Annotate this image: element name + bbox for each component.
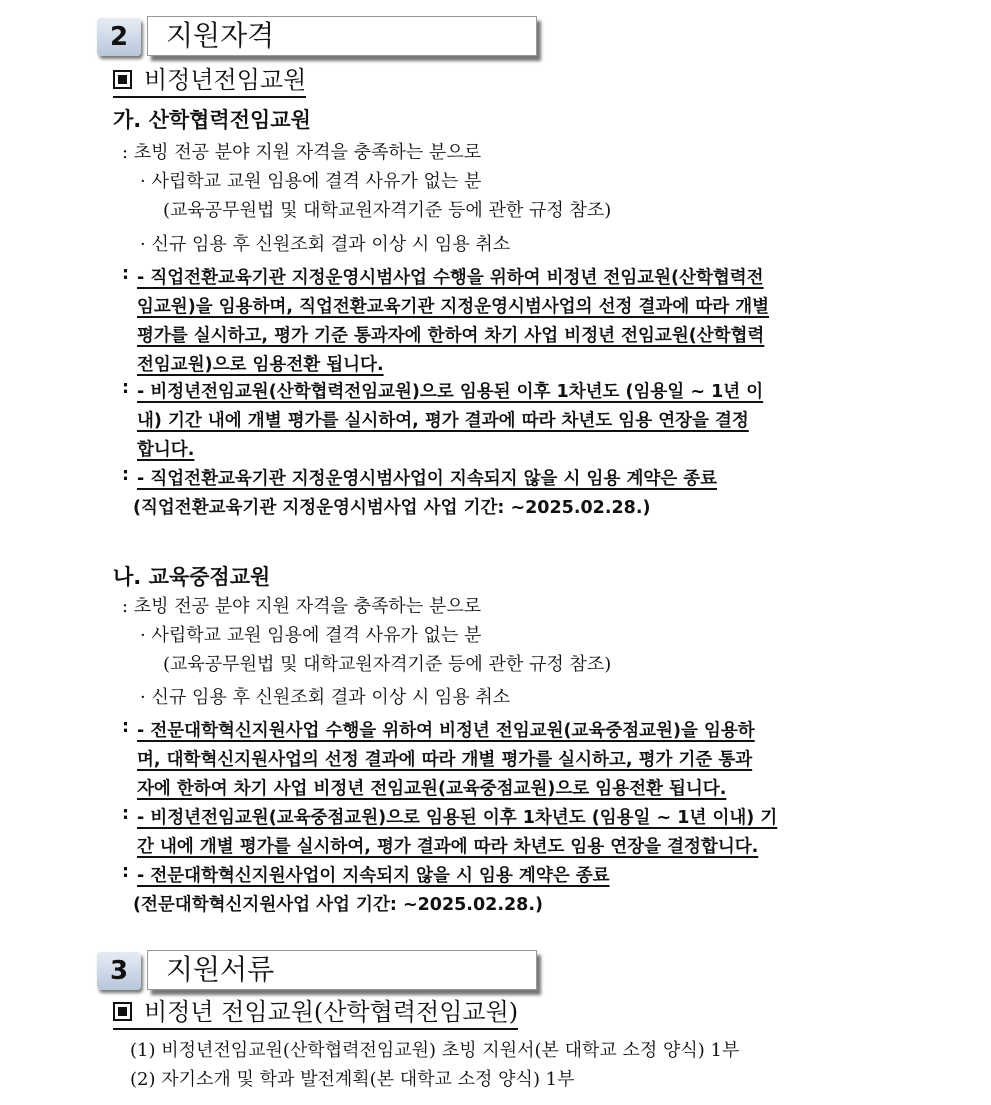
- document-item: (2) 자기소개 및 학과 발전계획(본 대학교 소정 양식) 1부: [130, 1069, 575, 1090]
- section-title: 지원서류: [147, 950, 537, 990]
- section-number: 3: [97, 952, 141, 990]
- paragraph-line: 합니다.: [137, 440, 195, 460]
- bullet-item: · 사립학교 교원 임용에 결격 사유가 없는 분: [140, 171, 482, 192]
- category-title: [113, 66, 306, 98]
- para-prefix: :: [122, 264, 129, 284]
- section-title: 지원자격: [147, 16, 537, 56]
- square-bullet-icon: [113, 1002, 132, 1021]
- paragraph-line: - 직업전환교육기관 지정운영시범사업이 지속되지 않을 시 임용 계약은 종료: [137, 469, 718, 489]
- para-prefix: :: [122, 804, 129, 824]
- paragraph-line: - 전문대학혁신지원사업 수행을 위하여 비정년 전임교원(교육중점교원)을 임용하: [137, 721, 755, 741]
- paragraph-line: - 직업전환교육기관 지정운영시범사업 수행을 위하여 비정년 전임교원(산학협력전: [137, 268, 764, 288]
- qualification-line: : 초빙 전공 분야 지원 자격을 충족하는 분으로: [122, 142, 482, 163]
- category-title: [113, 998, 518, 1030]
- para-prefix: :: [122, 378, 129, 398]
- para-prefix: :: [122, 862, 129, 882]
- section-number: 2: [97, 18, 141, 56]
- bullet-item: · 신규 임용 후 신원조회 결과 이상 시 임용 취소: [140, 687, 511, 708]
- bullet-item: · 사립학교 교원 임용에 결격 사유가 없는 분: [140, 625, 482, 646]
- document-item: (1) 비정년전임교원(산학협력전임교원) 초빙 지원서(본 대학교 소정 양식) 1부: [130, 1040, 740, 1061]
- bullet-note: (교육공무원법 및 대학교원자격기준 등에 관한 규정 참조): [163, 654, 612, 675]
- paragraph-line: 평가를 실시하고, 평가 기준 통과자에 한하여 차기 사업 비정년 전임교원(산학협력: [137, 326, 765, 346]
- paragraph-line: 내) 기간 내에 개별 평가를 실시하여, 평가 결과에 따라 차년도 임용 연장을 결정: [137, 411, 749, 431]
- para-prefix: :: [122, 717, 129, 737]
- paragraph-line: 임교원)을 임용하며, 직업전환교육기관 지정운영시범사업의 선정 결과에 따라 개별: [137, 297, 770, 317]
- paragraph-line: - 비정년전임교원(교육중점교원)으로 임용된 이후 1차년도 (임용일 ~ 1년 이내) 기: [137, 808, 778, 828]
- qualification-line: : 초빙 전공 분야 지원 자격을 충족하는 분으로: [122, 596, 482, 617]
- period-note: (전문대학혁신지원사업 사업 기간: ~2025.02.28.): [133, 895, 543, 915]
- section-header-3: [97, 950, 527, 996]
- period-note: (직업전환교육기관 지정운영시범사업 사업 기간: ~2025.02.28.): [133, 498, 651, 518]
- section-header-2: [97, 16, 527, 62]
- category-label: 비정년전임교원: [144, 66, 307, 94]
- paragraph-line: - 비정년전임교원(산학협력전임교원)으로 임용된 이후 1차년도 (임용일 ~ 1년 이: [137, 382, 764, 402]
- paragraph-line: 간 내에 개별 평가를 실시하여, 평가 결과에 따라 차년도 임용 연장을 결정합니다.: [137, 837, 759, 857]
- subsection-title-b: 나. 교육중점교원: [113, 565, 271, 589]
- paragraph-line: 자에 한하여 차기 사업 비정년 전임교원(교육중점교원)으로 임용전환 됩니다.: [137, 779, 727, 799]
- paragraph-line: 며, 대학혁신지원사업의 선정 결과에 따라 개별 평가를 실시하고, 평가 기준 통과: [137, 750, 753, 770]
- bullet-note: (교육공무원법 및 대학교원자격기준 등에 관한 규정 참조): [163, 200, 612, 221]
- category-label: 비정년 전임교원(산학협력전임교원): [144, 998, 519, 1026]
- paragraph-line: - 전문대학혁신지원사업이 지속되지 않을 시 임용 계약은 종료: [137, 866, 610, 886]
- bullet-item: · 신규 임용 후 신원조회 결과 이상 시 임용 취소: [140, 234, 511, 255]
- para-prefix: :: [122, 465, 129, 485]
- paragraph-line: 전임교원)으로 임용전환 됩니다.: [137, 355, 384, 375]
- subsection-title-a: 가. 산학협력전임교원: [113, 108, 311, 132]
- square-bullet-icon: [113, 70, 132, 89]
